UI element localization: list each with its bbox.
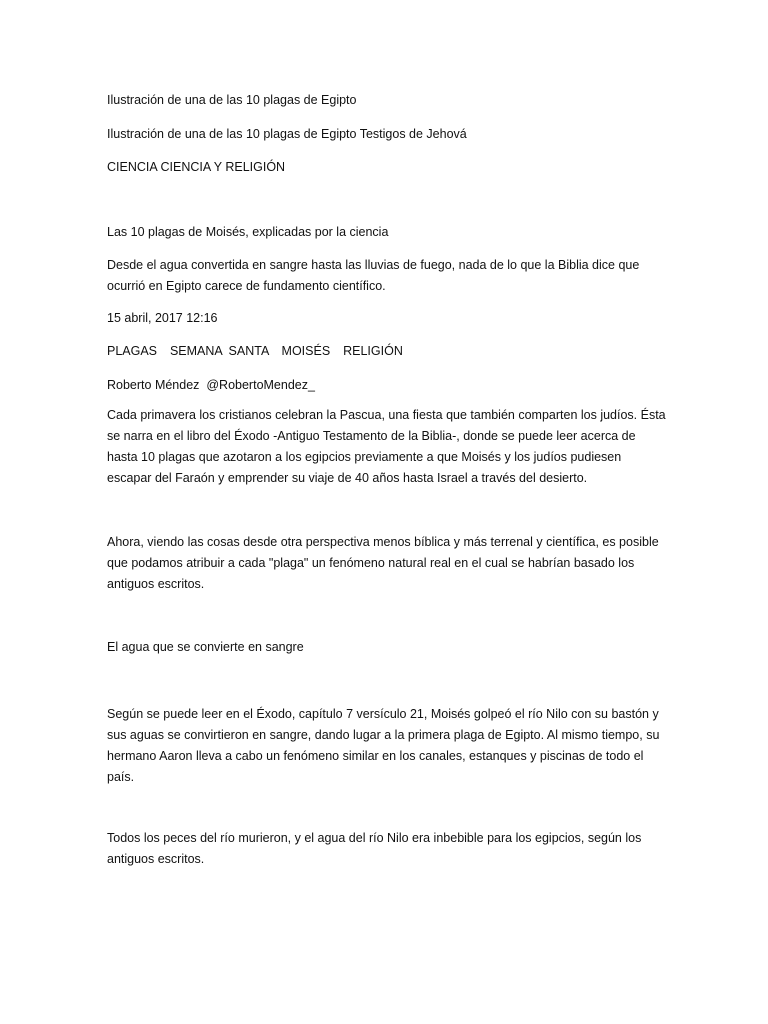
article-subheadline: Desde el agua convertida en sangre hasta las lluvias de fuego, nada de lo que la Biblia dice que ocurrió en Egipto carece de fundamento científico. — [107, 258, 640, 293]
article-author: Roberto Méndez @RobertoMendez_ — [107, 378, 315, 392]
article-date: 15 abril, 2017 12:16 — [107, 311, 218, 325]
section-category: CIENCIA CIENCIA Y RELIGIÓN — [107, 160, 286, 174]
paragraph-perspective: Ahora, viendo las cosas desde otra perspectiva menos bíblica y más terrenal y científica, es posible que podamos atribuir a cada "plaga" un fenómeno natural real en el cual se habrían basado los antiguos escritos. — [107, 535, 659, 591]
paragraph-exodus: Según se puede leer en el Éxodo, capítulo 7 versículo 21, Moisés golpeó el río Nilo con su bastón y sus aguas se convirtieron en sangre, dando lugar a la primera plaga de Egipto. Al mismo tiempo, su hermano Aaron lleva a cabo un fenómeno similar en los canales, estanques y piscinas de todo el país. — [107, 707, 660, 784]
image-caption-credit: Ilustración de una de las 10 plagas de Egipto Testigos de Jehová — [107, 127, 467, 141]
section-heading: El agua que se convierte en sangre — [107, 640, 304, 654]
article-headline: Las 10 plagas de Moisés, explicadas por la ciencia — [107, 225, 389, 239]
paragraph-intro: Cada primavera los cristianos celebran la Pascua, una fiesta que también comparten los judíos. Ésta se narra en el libro del Éxodo -Antiguo Testamento de la Biblia-, donde se puede leer acerca de hasta 10 plagas que azotaron a los egipcios previamente a que Moisés y los judíos pudiesen escapar del Faraón y emprender su viaje de 40 años hasta Israel a través del desierto. — [107, 408, 666, 485]
paragraph-fish: Todos los peces del río murieron, y el agua del río Nilo era inbebible para los egipcios, según los antiguos escritos. — [107, 831, 642, 866]
image-caption: Ilustración de una de las 10 plagas de Egipto — [107, 93, 357, 107]
article-tags: PLAGAS SEMANA SANTA MOISÉS RELIGIÓN — [107, 344, 403, 358]
